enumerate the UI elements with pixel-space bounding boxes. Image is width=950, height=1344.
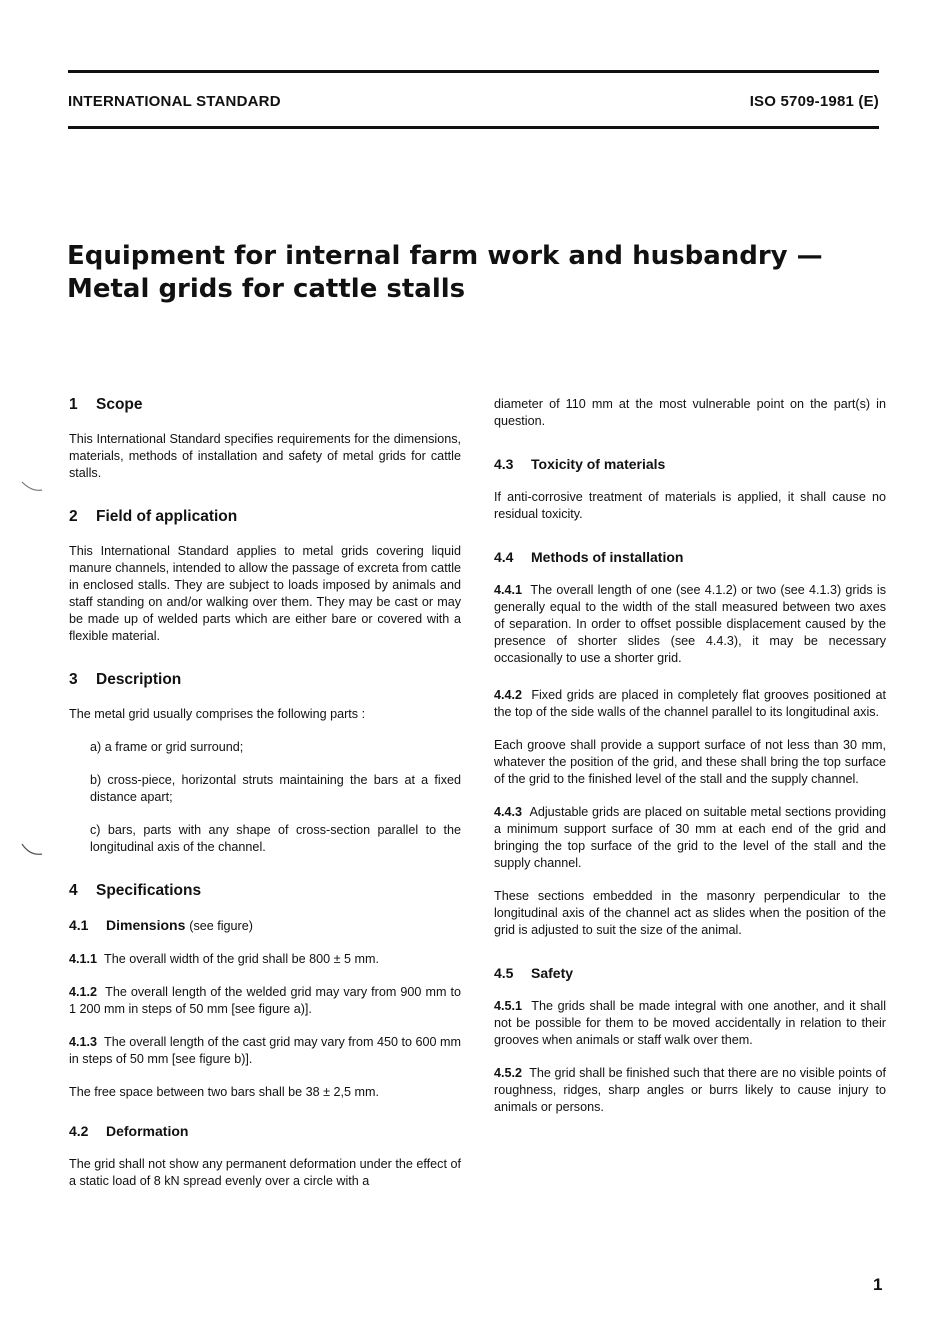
clause-4-5-2: 4.5.2 The grid shall be finished such that there are no visible points of roughness, ridges, sharp angles or burrs likely to cause injury to animals or persons. [494, 1066, 887, 1114]
right-column [494, 396, 886, 1132]
header-standard-type: INTERNATIONAL STANDARD [68, 93, 281, 110]
clause-4-1-1: 4.1.1 The overall width of the grid shall be 800 ± 5 mm. [69, 952, 380, 966]
clause-4-4-1: 4.4.1 The overall length of one (see 4.1.2) or two (see 4.1.3) grids is generally equal to the width of the stall measured between two axes of separation. In order to offset possible displacement caused by the presence of shorter slides (see 4.4.3), it may be necessary occasionally to use a shorter grid. [494, 583, 886, 665]
top-rule [68, 70, 879, 73]
document-title: Equipment for internal farm work and husbandry — Metal grids for cattle stalls [67, 241, 823, 304]
scan-mark-upper [20, 478, 44, 494]
header-standard-number: ISO 5709-1981 (E) [749, 93, 879, 110]
clause-4-4-3-continued: These sections embedded in the masonry perpendicular to the longitudinal axis of the channel act as slides when the position of the grid is adjusted to suit the size of the animal. [494, 889, 886, 937]
toxicity-paragraph: If anti-corrosive treatment of materials is applied, it shall cause no residual toxicity. [494, 490, 886, 521]
clause-4-4-3: 4.4.3 Adjustable grids are placed on suitable metal sections providing a minimum support surface of 30 mm at each end of the grid and bringing the top surface of the grid to the level of the stall and the supply channel. [494, 805, 887, 870]
subsection-heading-installation: 4.4 Methods of installation [494, 549, 684, 565]
field-of-application-paragraph: This International Standard applies to metal grids covering liquid manure channels, intended to allow the passage of excreta from cattle in enclosed stalls. They are subject to loads imposed by animals and staff standing on and/or walking over them. They may be cast or may be made up of welded parts which are either bare or covered with a flexible material. [69, 544, 461, 643]
subsection-heading-deformation: 4.2 Deformation [69, 1123, 189, 1139]
section-heading-field-of-application: 2 Field of application [69, 508, 238, 525]
header-bottom-rule [68, 126, 879, 129]
clause-4-5-1: 4.5.1 The grids shall be made integral with one another, and it shall not be possible for them to be moved accidentally in relation to their grooves when animals or staff walk over them. [494, 999, 887, 1047]
scope-paragraph: This International Standard specifies requirements for the dimensions, materials, methods of installation and safety of metal grids for cattle stalls. [69, 432, 461, 480]
description-item-b: b) cross-piece, horizontal struts maintaining the bars at a fixed distance apart; [90, 773, 461, 804]
subsection-heading-toxicity: 4.3 Toxicity of materials [494, 456, 666, 472]
clause-4-1-2: 4.1.2 The overall length of the welded grid may vary from 900 mm to 1 200 mm in steps of 50 mm [see figure a)]. [69, 985, 462, 1016]
free-space-paragraph: The free space between two bars shall be 38 ± 2,5 mm. [69, 1085, 380, 1099]
description-item-c: c) bars, parts with any shape of cross-section parallel to the longitudinal axis of the channel. [90, 823, 461, 854]
left-column [69, 396, 461, 1206]
scan-mark-lower [20, 840, 44, 860]
deformation-paragraph-continued: diameter of 110 mm at the most vulnerable point on the part(s) in question. [494, 397, 886, 428]
description-item-a: a) a frame or grid surround; [90, 740, 244, 754]
clause-4-4-2-continued: Each groove shall provide a support surface of not less than 30 mm, whatever the position of the grid, and these shall bring the top surface of the grid to the finished level of the stall and the supply channel. [494, 738, 886, 786]
section-heading-scope: 1 Scope [69, 396, 143, 413]
description-paragraph: The metal grid usually comprises the following parts : [69, 707, 366, 721]
page-number: 1 [873, 1275, 883, 1294]
section-heading-specifications: 4 Specifications [69, 882, 202, 899]
clause-4-4-2: 4.4.2 Fixed grids are placed in completely flat grooves positioned at the top of the side walls of the channel parallel to its longitudinal axis. [494, 688, 887, 719]
deformation-paragraph: The grid shall not show any permanent deformation under the effect of a static load of 8 kN spread evenly over a circle with a [69, 1157, 461, 1188]
clause-4-1-3: 4.1.3 The overall length of the cast grid may vary from 450 to 600 mm in steps of 50 mm [see figure b)]. [69, 1035, 462, 1066]
section-heading-description: 3 Description [69, 671, 182, 688]
subsection-heading-safety: 4.5 Safety [494, 965, 574, 981]
subsection-heading-dimensions: 4.1 Dimensions (see figure) [69, 917, 253, 933]
